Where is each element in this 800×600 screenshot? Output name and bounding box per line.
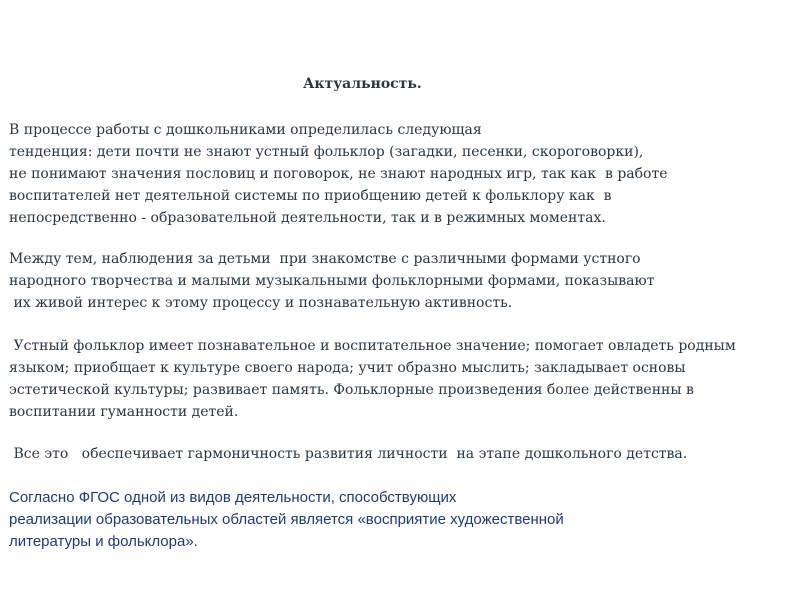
paragraph-line: воспитателей нет деятельной системы по приобщению детей к фольклору как в: [9, 188, 612, 204]
paragraph-line: воспитании гуманности детей.: [9, 404, 239, 420]
paragraph-line: тенденция: дети почти не знают устный фольклор (загадки, песенки, скороговорки),: [9, 144, 644, 160]
paragraph-line: их живой интерес к этому процессу и познавательную активность.: [9, 295, 513, 311]
paragraph-line: Все это обеспечивает гармоничность развития личности на этапе дошкольного детства.: [9, 446, 688, 462]
paragraph-line: Согласно ФГОС одной из видов деятельности, способствующих: [9, 489, 457, 506]
paragraph-line: В процессе работы с дошкольниками определилась следующая: [9, 122, 482, 138]
paragraph-line: языком; приобщает к культуре своего народа; учит образно мыслить; закладывает основы: [9, 360, 686, 376]
paragraph-line: эстетической культуры; развивает память. Фольклорные произведения более действенны в: [9, 382, 694, 398]
paragraph-relevance: [9, 119, 794, 229]
paragraph-line: литературы и фольклора».: [9, 533, 198, 550]
paragraph-line: народного творчества и малыми музыкальными фольклорными формами, показывают: [9, 273, 655, 289]
slide-title: Актуальность.: [303, 76, 422, 92]
paragraph-harmony: [9, 443, 794, 465]
paragraph-line: непосредственно - образовательной деятельности, так и в режимных моментах.: [9, 210, 606, 226]
paragraph-line: Устный фольклор имеет познавательное и воспитательное значение; помогает овладеть родным: [9, 338, 736, 354]
paragraph-folklore-value: [9, 335, 794, 423]
paragraph-line: реализации образовательных областей является «восприятие художественной: [9, 511, 564, 528]
paragraph-fgos: [9, 487, 794, 553]
paragraph-observations: [9, 248, 794, 314]
paragraph-line: не понимают значения пословиц и поговорок, не знают народных игр, так как в работе: [9, 166, 668, 182]
paragraph-line: Между тем, наблюдения за детьми при знакомстве с различными формами устного: [9, 251, 641, 267]
